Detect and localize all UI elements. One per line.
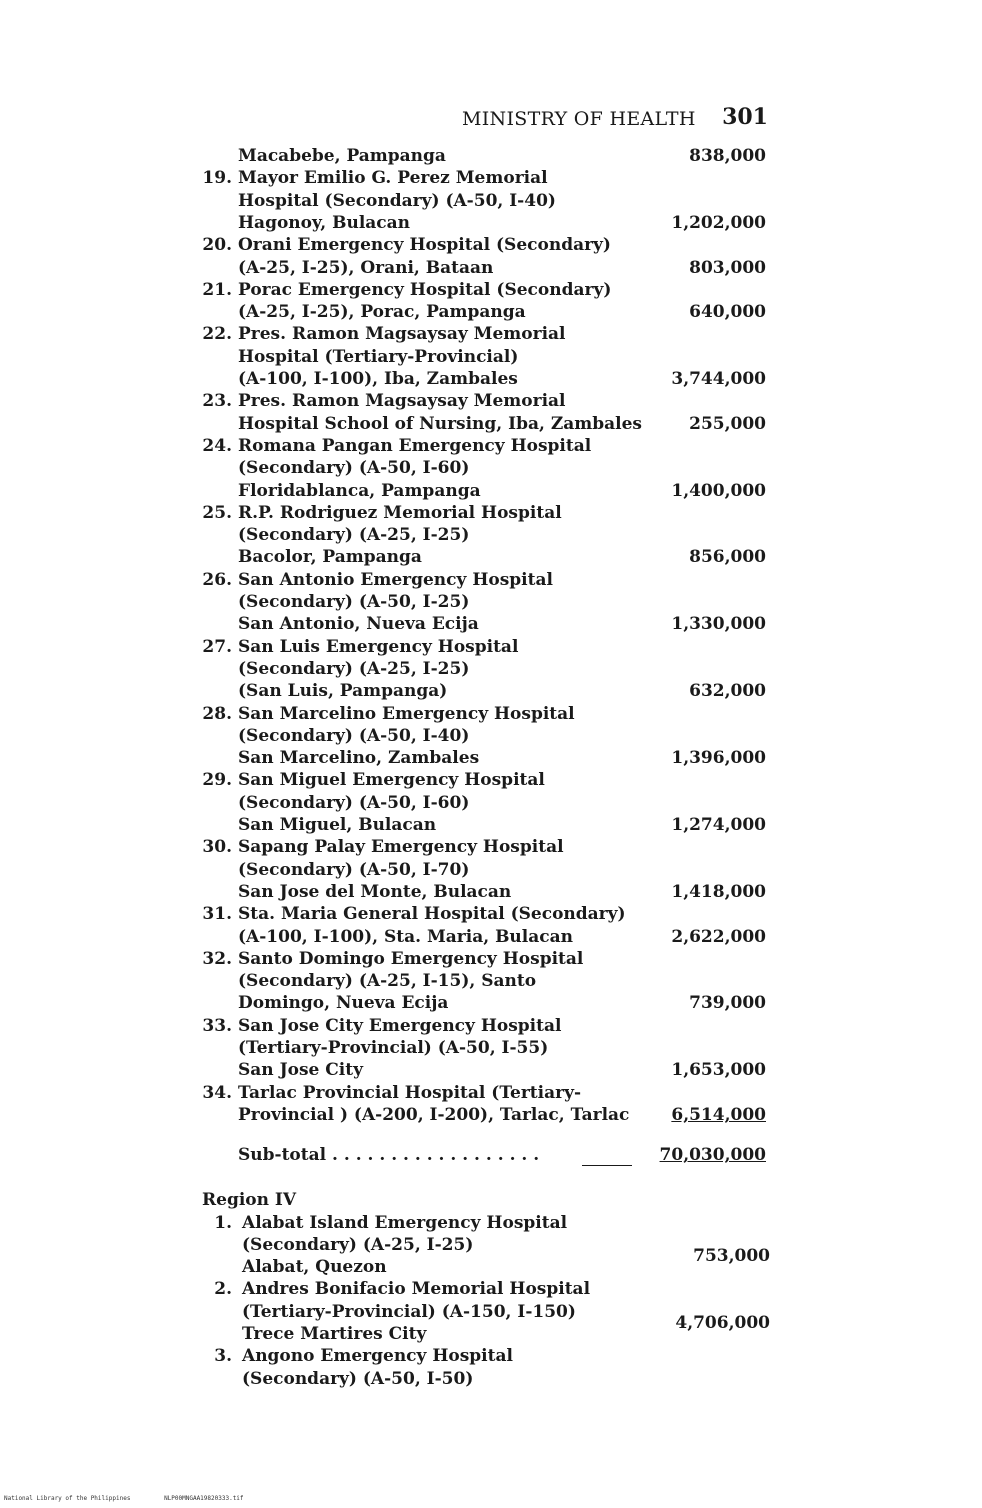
item-text-line: (San Luis, Pampanga) <box>238 681 448 702</box>
item-number: 22. <box>202 324 232 345</box>
item-text-line: (A-25, I-25), Porac, Pampanga <box>238 302 526 323</box>
item-amount: 1,202,000 <box>671 212 766 233</box>
running-head-title: MINISTRY OF HEALTH <box>462 108 696 130</box>
item-text-line: (Secondary) (A-50, I-60) <box>238 458 470 479</box>
item-text-line: (Secondary) (A-25, I-15), Santo <box>238 971 537 992</box>
item-number: 28. <box>202 703 232 724</box>
item-amount: 1,653,000 <box>671 1060 766 1081</box>
item-text-line: (Tertiary-Provincial) (A-50, I-55) <box>238 1038 549 1058</box>
item-text-line: (Secondary) (A-25, I-25) <box>238 525 470 546</box>
item-text-line: (Secondary) (A-25, I-25) <box>238 658 470 679</box>
item-amount: 640,000 <box>689 302 766 323</box>
item-text-line: Floridablanca, Pampanga <box>238 480 481 501</box>
running-head <box>462 104 768 134</box>
item-number: 23. <box>202 391 232 412</box>
item-text-line: Hospital (Tertiary-Provincial) <box>238 346 519 367</box>
item-text-line: San Antonio Emergency Hospital <box>238 569 553 590</box>
item-amount: 838,000 <box>689 146 766 166</box>
item-text-line: Sta. Maria General Hospital (Secondary) <box>238 904 626 925</box>
item-text-line: Porac Emergency Hospital (Secondary) <box>238 279 612 300</box>
page-number: 301 <box>722 104 768 130</box>
item-text-line: (Secondary) (A-50, I-60) <box>238 792 470 813</box>
region-item-text-line: Angono Emergency Hospital <box>242 1346 513 1367</box>
region-item-amount: 4,706,000 <box>675 1313 770 1333</box>
item-amount: 1,396,000 <box>671 748 766 769</box>
item-text-line: Pres. Ramon Magsaysay Memorial <box>238 324 566 345</box>
item-text-line: Hagonoy, Bulacan <box>238 212 411 233</box>
subtotal-amount: 70,030,000 <box>659 1145 766 1166</box>
region-item-number: 2. <box>214 1279 232 1300</box>
region-item-text-line: Andres Bonifacio Memorial Hospital <box>242 1279 591 1300</box>
item-text-line: Macabebe, Pampanga <box>238 146 446 166</box>
item-number: 19. <box>202 168 232 189</box>
item-text-line: San Jose City <box>238 1060 363 1081</box>
item-number: 30. <box>202 837 232 858</box>
item-text-line: Provincial ) (A-200, I-200), Tarlac, Tarlac <box>238 1104 630 1125</box>
item-number: 34. <box>202 1082 232 1103</box>
item-text-line: Tarlac Provincial Hospital (Tertiary- <box>238 1082 582 1103</box>
item-text-line: (Secondary) (A-50, I-25) <box>238 592 470 612</box>
item-amount: 1,274,000 <box>671 815 766 835</box>
region-item-text-line: (Tertiary-Provincial) (A-150, I-150) <box>242 1301 576 1322</box>
item-text-line: San Miguel, Bulacan <box>238 815 437 835</box>
item-text-line: San Marcelino Emergency Hospital <box>238 703 575 724</box>
item-number: 31. <box>202 904 232 925</box>
item-number: 29. <box>202 770 232 791</box>
subtotal-rule <box>582 1165 632 1166</box>
item-amount: 739,000 <box>689 993 766 1014</box>
item-text-line: San Miguel Emergency Hospital <box>238 770 545 791</box>
item-amount: 1,418,000 <box>671 881 766 902</box>
item-text-line: Sapang Palay Emergency Hospital <box>238 837 564 858</box>
item-text-line: San Luis Emergency Hospital <box>238 636 519 657</box>
item-amount: 2,622,000 <box>671 926 766 947</box>
item-number: 27. <box>202 636 232 657</box>
item-text-line: Pres. Ramon Magsaysay Memorial <box>238 391 566 412</box>
item-amount: 1,400,000 <box>671 480 766 501</box>
item-text-line: Bacolor, Pampanga <box>238 547 422 568</box>
item-amount: 632,000 <box>689 681 766 702</box>
scan-footer <box>4 1495 274 1502</box>
item-number: 21. <box>202 279 232 300</box>
item-text-line: Mayor Emilio G. Perez Memorial <box>238 168 548 189</box>
item-text-line: (Secondary) (A-50, I-40) <box>238 725 470 746</box>
region-item-text-line: Trece Martires City <box>242 1324 427 1344</box>
region-item-text-line: Alabat Island Emergency Hospital <box>242 1212 568 1233</box>
item-text-line: (A-25, I-25), Orani, Bataan <box>238 257 494 278</box>
region-item-number: 3. <box>214 1346 232 1367</box>
region-item-text-line: (Secondary) (A-50, I-50) <box>242 1368 474 1389</box>
item-text-line: San Jose City Emergency Hospital <box>238 1015 562 1036</box>
region-item-text-line: Alabat, Quezon <box>242 1257 387 1278</box>
region-item-number: 1. <box>214 1212 232 1233</box>
item-text-line: (A-100, I-100), Sta. Maria, Bulacan <box>238 926 573 947</box>
region-title: Region IV <box>202 1190 297 1211</box>
item-text-line: San Antonio, Nueva Ecija <box>238 614 479 635</box>
item-text-line: Hospital School of Nursing, Iba, Zambales <box>238 413 642 434</box>
region-item-amount: 753,000 <box>693 1246 770 1267</box>
item-text-line: San Jose del Monte, Bulacan <box>238 881 512 902</box>
item-text-line: Domingo, Nueva Ecija <box>238 993 449 1014</box>
item-number: 26. <box>202 569 232 590</box>
item-amount: 255,000 <box>689 413 766 434</box>
item-number: 33. <box>202 1015 232 1036</box>
item-text-line: Romana Pangan Emergency Hospital <box>238 435 592 456</box>
item-text-line: (A-100, I-100), Iba, Zambales <box>238 369 518 389</box>
item-amount: 856,000 <box>689 547 766 568</box>
item-amount: 1,330,000 <box>671 614 766 635</box>
footer-library: National Library of the Philippines <box>4 1495 131 1502</box>
item-text-line: Santo Domingo Emergency Hospital <box>238 948 584 969</box>
item-number: 32. <box>202 948 232 969</box>
item-text-line: Orani Emergency Hospital (Secondary) <box>238 235 611 256</box>
item-number: 25. <box>202 502 232 523</box>
footer-file: NLP00MNGAA19820333.tif <box>164 1495 244 1502</box>
item-text-line: (Secondary) (A-50, I-70) <box>238 859 470 880</box>
item-text-line: San Marcelino, Zambales <box>238 748 480 769</box>
item-number: 20. <box>202 235 232 256</box>
item-amount: 3,744,000 <box>671 369 766 389</box>
item-text-line: R.P. Rodriguez Memorial Hospital <box>238 502 562 523</box>
item-text-line: Hospital (Secondary) (A-50, I-40) <box>238 190 556 211</box>
region-item-text-line: (Secondary) (A-25, I-25) <box>242 1234 474 1255</box>
item-amount: 803,000 <box>689 257 766 278</box>
subtotal-label: Sub-total . . . . . . . . . . . . . . . . . . <box>238 1145 540 1166</box>
item-number: 24. <box>202 435 232 456</box>
item-amount: 6,514,000 <box>671 1104 766 1125</box>
